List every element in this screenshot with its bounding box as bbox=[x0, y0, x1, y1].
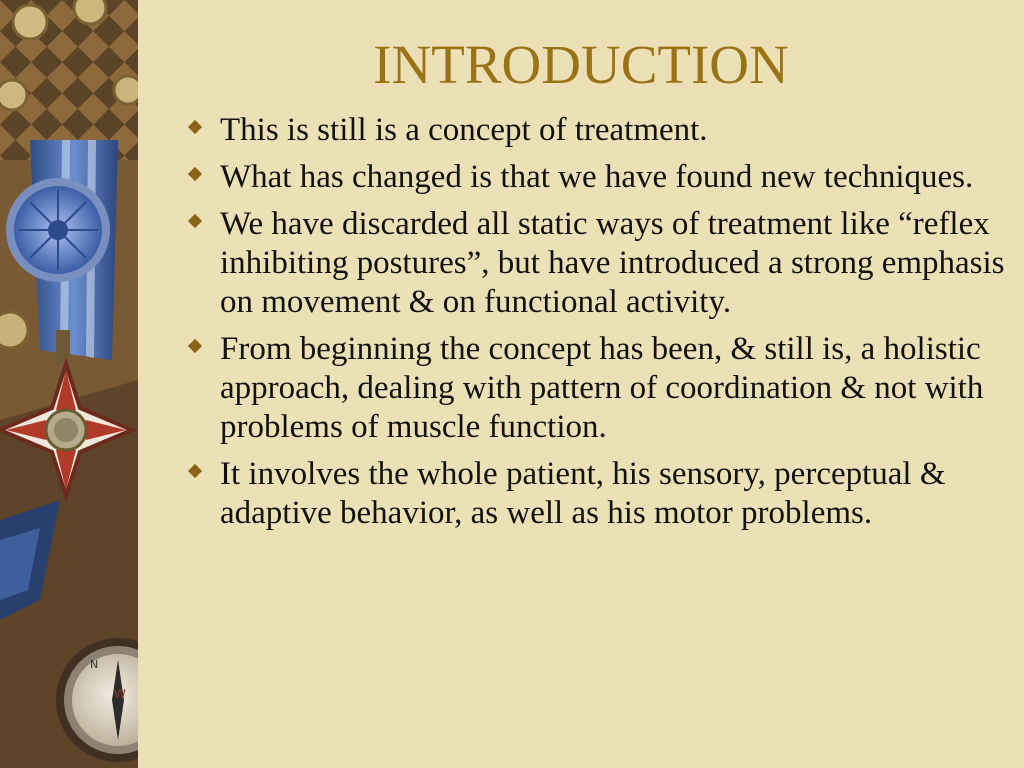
diamond-bullet-icon bbox=[188, 214, 202, 228]
bullet-text: It involves the whole patient, his sensory, perceptual & adaptive behavior, as well as his motor problems. bbox=[220, 456, 946, 531]
slide-title: INTRODUCTION bbox=[373, 34, 789, 95]
diamond-bullet-icon bbox=[188, 339, 202, 353]
compass-letter-w: W bbox=[114, 687, 126, 701]
compass-letter-n: N bbox=[90, 658, 99, 671]
bullet-item bbox=[186, 111, 1016, 150]
bullet-item bbox=[186, 455, 1016, 533]
diamond-bullet-icon bbox=[188, 167, 202, 181]
bullet-item bbox=[186, 205, 1016, 322]
bullet-item bbox=[186, 158, 1016, 197]
diamond-bullet-icon bbox=[188, 120, 202, 134]
bullet-text: This is still is a concept of treatment. bbox=[220, 112, 708, 148]
bullet-item bbox=[186, 330, 1016, 447]
bullet-text: What has changed is that we have found new techniques. bbox=[220, 159, 974, 195]
diamond-bullet-icon bbox=[188, 464, 202, 478]
decorative-sidebar-image bbox=[0, 0, 138, 768]
bullet-list bbox=[186, 111, 1016, 541]
bullet-text: We have discarded all static ways of treatment like “reflex inhibiting postures”, but have introduced a strong emphasis on movement & on functional activity. bbox=[220, 206, 1005, 320]
bullet-text: From beginning the concept has been, & still is, a holistic approach, dealing with pattern of coordination & not with problems of muscle function. bbox=[220, 331, 984, 445]
